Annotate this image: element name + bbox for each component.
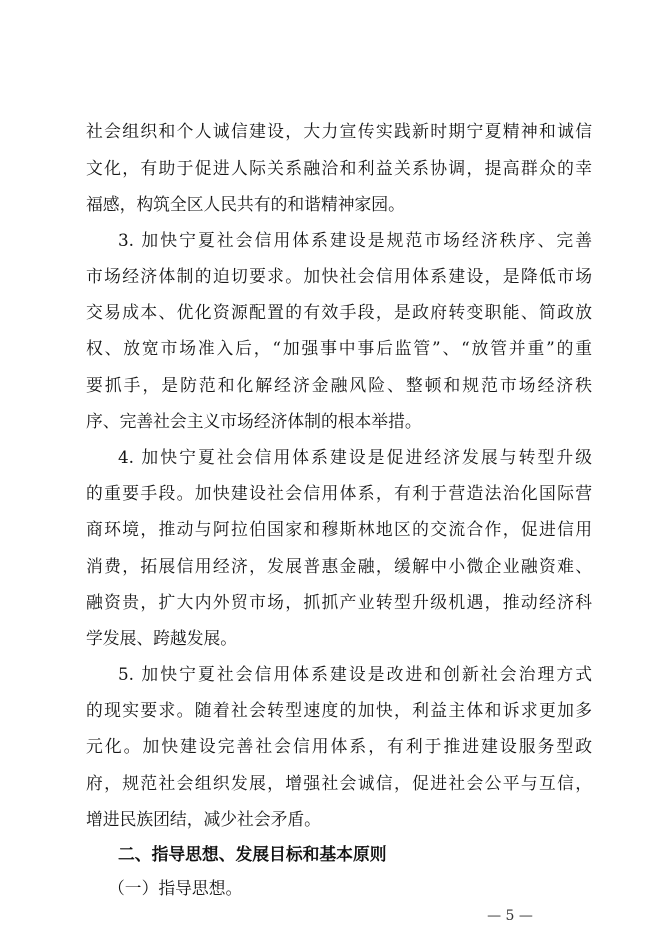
paragraph-line: 增进民族团结，减少社会矛盾。 [86, 809, 321, 829]
paragraph-line: 商环境，推动与阿拉伯国家和穆斯林地区的交流合作，促进信用 [86, 519, 592, 539]
paragraph-line: 的现实要求。随着社会转型速度的加快，利益主体和诉求更加多 [86, 700, 592, 720]
paragraph-line: 交易成本、优化资源配置的有效手段，是政府转变职能、简政放 [86, 302, 592, 322]
subsection-heading: （一）指导思想。 [108, 878, 243, 898]
paragraph-line: 市场经济体制的迫切要求。加快社会信用体系建设，是降低市场 [86, 266, 592, 286]
paragraph-line: 3. 加快宁夏社会信用体系建设是规范市场经济秩序、完善 [118, 230, 592, 250]
paragraph-line: 福感，构筑全区人民共有的和谐精神家园。 [86, 194, 405, 214]
paragraph-line: 社会组织和个人诚信建设，大力宣传实践新时期宁夏精神和诚信 [86, 121, 592, 141]
paragraph-line: 学发展、跨越发展。 [86, 628, 238, 648]
paragraph-line: 府，规范社会组织发展，增强社会诚信，促进社会公平与互信， [86, 773, 592, 793]
paragraph-line: 的重要手段。加快建设社会信用体系，有利于营造法治化国际营 [86, 483, 592, 503]
page-number: — 5 — [487, 908, 533, 924]
paragraph-line: 消费，拓展信用经济，发展普惠金融，缓解中小微企业融资难、 [86, 556, 592, 576]
paragraph-line: 4. 加快宁夏社会信用体系建设是促进经济发展与转型升级 [118, 447, 592, 467]
paragraph-line: 权、放宽市场准入后，“加强事中事后监管”、“放管并重”的重 [86, 338, 592, 358]
paragraph-line: 要抓手，是防范和化解经济金融风险、整顿和规范市场经济秩 [86, 375, 592, 395]
paragraph-line: 元化。加快建设完善社会信用体系，有利于推进建设服务型政 [86, 736, 592, 756]
paragraph-line: 文化，有助于促进人际关系融洽和利益关系协调，提高群众的幸 [86, 158, 592, 178]
paragraph-line: 融资贵，扩大内外贸市场，抓抓产业转型升级机遇，推动经济科 [86, 592, 592, 612]
paragraph-line: 序、完善社会主义市场经济体制的根本举措。 [86, 411, 422, 431]
paragraph-line: 5. 加快宁夏社会信用体系建设是改进和创新社会治理方式 [118, 664, 592, 684]
section-heading: 二、指导思想、发展目标和基本原则 [118, 844, 387, 864]
